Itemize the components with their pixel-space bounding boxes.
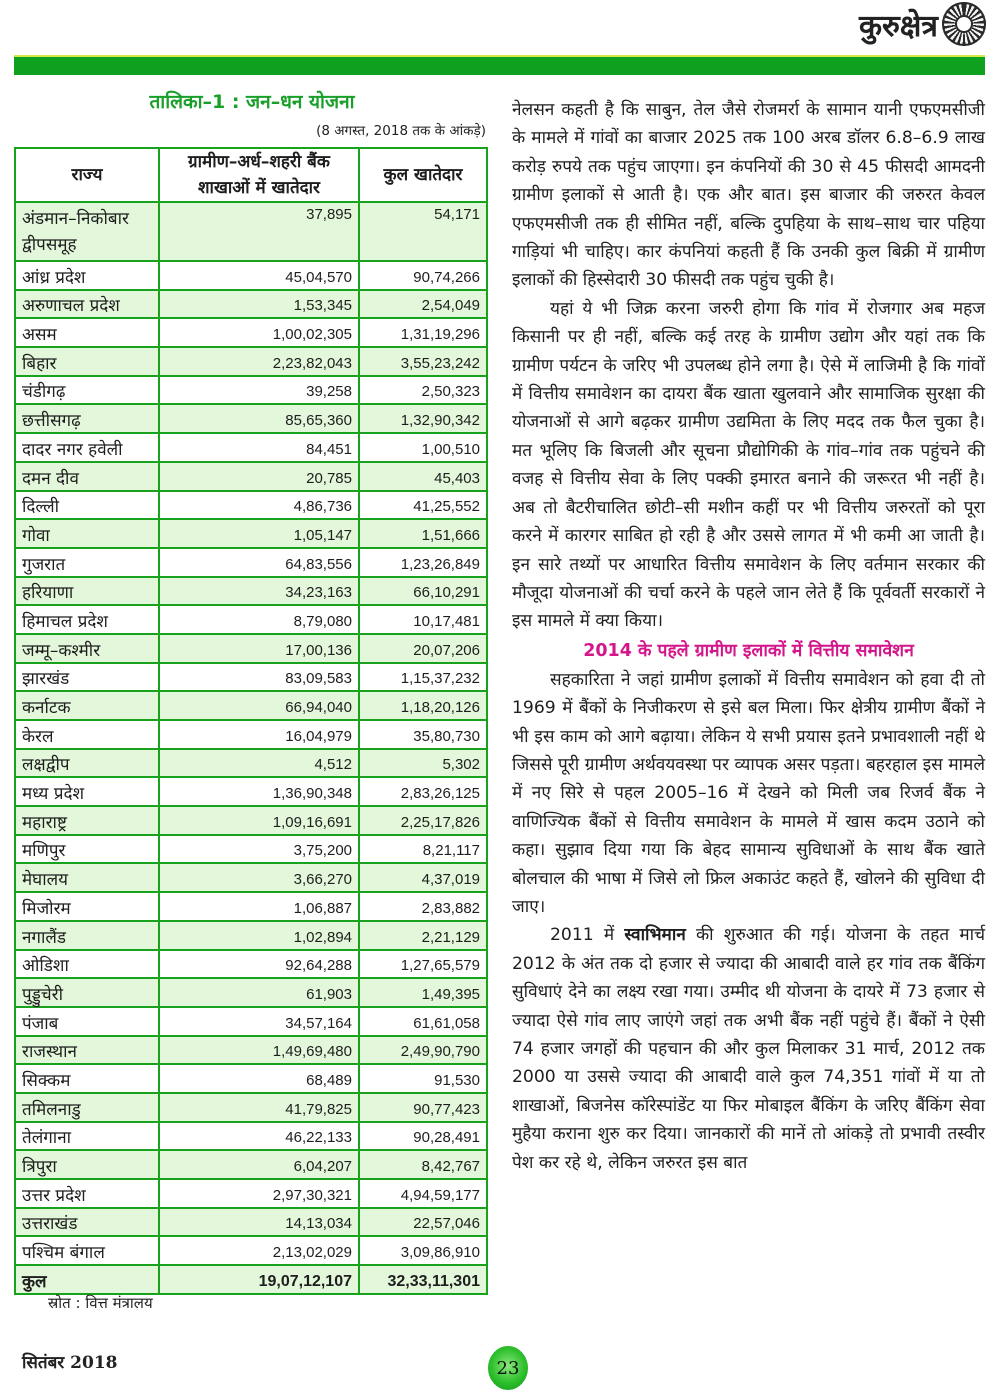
state-cell: त्रिपुरा [15, 1150, 159, 1179]
rural-semiurban-cell: 2,13,02,029 [159, 1236, 359, 1265]
rural-semiurban-cell: 1,53,345 [159, 290, 359, 319]
rural-semiurban-cell: 83,09,583 [159, 663, 359, 692]
rural-semiurban-cell: 3,75,200 [159, 835, 359, 864]
article-paragraph: यहां ये भी जिक्र करना जरुरी होगा कि गांव में रोजगार अब महज किसानी पर ही नहीं, बल्कि कई तरह के ग्रामीण उद्योग और यहां तक कि ग्रामीण पर्यटन के जरिए भी उपलब्ध होने लगा है। ऐसे में लाजिमी है कि गांवों में वित्तीय समावेशन का दायरा बैंक खाता खुलवाने और सामाजिक सुरक्षा की योजनाओं से आगे बढ़कर ग्रामीण उद्यमिता के लिए मदद तक फैल चुका है। मत भूलिए कि बिजली और सूचना प्रौद्योगिकी के गांव–गांव तक पहुंचने की वजह से वित्तीय सेवा के लिए पक्की इमारत बनाने की जरूरत भी नहीं है। अब तो बैटरीचालित छोटी–सी मशीन कहीं पर भी वित्तीय जरुरतों को पूरा करने में कारगर साबित हो रही है और उससे लागत में भी कमी आ जाती है। इन सारे तथ्यों पर आधारित वित्तीय समावेशन के लिए वर्तमान सरकार की मौजूदा योजनाओं की चर्चा करने के पहले जान लेते हैं कि पूर्ववर्ती सरकारों ने इस मामले में क्या किया। [512, 298, 985, 632]
state-cell: दमन दीव [15, 462, 159, 491]
state-cell: दादर नगर हवेली [15, 433, 159, 462]
article-column [512, 96, 985, 1177]
jan-dhan-table [14, 147, 488, 1295]
state-cell: तमिलनाडु [15, 1093, 159, 1122]
state-cell: गोवा [15, 519, 159, 548]
table-row [15, 491, 487, 520]
article-paragraph: सहकारिता ने जहां ग्रामीण इलाकों में वित्तीय समावेशन को हवा दी तो 1969 में बैंकों के निजीकरण से इसे बल मिला। फिर क्षेत्रीय ग्रामीण बैंकों ने भी इस काम को आगे बढ़ाया। लेकिन ये सभी प्रयास इतने प्रभावशाली नहीं थे जिससे पूरी ग्रामीण अर्थवयवस्था पर व्यापक असर पड़ता। बहरहाल इस मामले में नए सिरे से पहल 2005–16 में देखने को मिली जब रिजर्व बैंक ने वाणिज्यिक बैंकों से वित्तीय समावेशन के मामले में खास कदम उठाने को कहा। सुझाव दिया गया कि बेहद सामान्य सुविधाओं के साथ बैंक खाते बोलचाल की भाषा में जिसे लो फ्रिल अकाउंट कहते हैं, खोलने की सुविधा दी जाए। [512, 669, 985, 917]
total-cell: 45,403 [359, 462, 487, 491]
state-cell: चंडीगढ़ [15, 376, 159, 405]
table-row [15, 404, 487, 433]
rural-semiurban-cell: 2,97,30,321 [159, 1179, 359, 1208]
state-cell: मिजोरम [15, 892, 159, 921]
rural-semiurban-cell: 37,895 [159, 202, 359, 261]
total-cell: 1,32,90,342 [359, 404, 487, 433]
rural-semiurban-cell: 1,49,69,480 [159, 1036, 359, 1065]
state-cell: अंडमान–निकोबार द्वीपसमूह [15, 202, 159, 261]
state-cell: हिमाचल प्रदेश [15, 605, 159, 634]
table-row [15, 1093, 487, 1122]
section-heading: 2014 के पहले ग्रामीण इलाकों में वित्तीय समावेशन [583, 640, 914, 661]
rural-semiurban-cell: 1,06,887 [159, 892, 359, 921]
table-title: तालिका–1 : जन–धन योजना [149, 91, 355, 113]
state-cell: उत्तर प्रदेश [15, 1179, 159, 1208]
table-row [15, 261, 487, 290]
table-row [15, 376, 487, 405]
table-row [15, 290, 487, 319]
table-row [15, 1150, 487, 1179]
total-cell: 2,83,882 [359, 892, 487, 921]
table-row [15, 202, 487, 261]
table-row [15, 1179, 487, 1208]
rural-semiurban-cell: 45,04,570 [159, 261, 359, 290]
rural-semiurban-cell: 20,785 [159, 462, 359, 491]
state-cell: राजस्थान [15, 1036, 159, 1065]
table-source: स्रोत : वित्त मंत्रालय [48, 1294, 153, 1312]
rural-semiurban-cell: 34,23,163 [159, 577, 359, 606]
total-cell: 90,77,423 [359, 1093, 487, 1122]
table-row [15, 462, 487, 491]
total-cell: 1,15,37,232 [359, 663, 487, 692]
rural-semiurban-cell: 64,83,556 [159, 548, 359, 577]
state-cell: पंजाब [15, 1007, 159, 1036]
state-cell: जम्मू–कश्मीर [15, 634, 159, 663]
state-cell: सिक्कम [15, 1064, 159, 1093]
total-cell: 2,25,17,826 [359, 806, 487, 835]
total-cell: 10,17,481 [359, 605, 487, 634]
total-cell: 54,171 [359, 202, 487, 261]
table-row [15, 978, 487, 1007]
rural-semiurban-cell: 34,57,164 [159, 1007, 359, 1036]
rural-semiurban-cell: 1,09,16,691 [159, 806, 359, 835]
table-row [15, 1036, 487, 1065]
rural-semiurban-cell: 92,64,288 [159, 950, 359, 979]
article-paragraph [512, 921, 985, 1177]
state-cell: मेघालय [15, 863, 159, 892]
state-cell: मध्य प्रदेश [15, 777, 159, 806]
header-green-bar [14, 55, 985, 75]
total-cell: 61,61,058 [359, 1007, 487, 1036]
state-cell: कुल [15, 1265, 159, 1294]
rural-semiurban-cell: 8,79,080 [159, 605, 359, 634]
table-row [15, 1236, 487, 1265]
rural-semiurban-cell: 84,451 [159, 433, 359, 462]
table-subtitle: (8 अगस्त, 2018 तक के आंकड़े) [316, 123, 486, 139]
state-cell: दिल्ली [15, 491, 159, 520]
total-cell: 3,09,86,910 [359, 1236, 487, 1265]
state-cell: मणिपुर [15, 835, 159, 864]
total-cell: 4,94,59,177 [359, 1179, 487, 1208]
rural-semiurban-cell: 16,04,979 [159, 720, 359, 749]
table-row [15, 720, 487, 749]
masthead-title: कुरुक्षेत्र [858, 9, 938, 44]
scheme-name-bold: स्वाभिमान [624, 925, 686, 946]
total-cell: 66,10,291 [359, 577, 487, 606]
total-cell: 8,21,117 [359, 835, 487, 864]
state-cell: झारखंड [15, 663, 159, 692]
state-cell: ओडिशा [15, 950, 159, 979]
table-row [15, 806, 487, 835]
article-paragraph: नेलसन कहती है कि साबुन, तेल जैसे रोजमर्रा के सामान यानी एफएमसीजी के मामले में गांवों का बाजार 2025 तक 100 अरब डॉलर 6.8–6.9 लाख करोड़ रुपये तक पहुंच जाएगा। इन कंपनियों की 30 से 45 फीसदी आमदनी ग्रामीण इलाकों से आती है। एक और बात। इस बाजार की जरुरत केवल एफएमसीजी तक ही सीमित नहीं, बल्कि दुपहिया के साथ–साथ चार पहिया गाड़ियां भी चाहिए। कार कंपनियां कहती हैं कि उनकी कुल बिक्री में ग्रामीण इलाकों की हिस्सेदारी 30 फीसदी तक पहुंच चुकी है। [512, 100, 985, 291]
state-cell: असम [15, 318, 159, 347]
paragraph-rest: की शुरुआत की गई। योजना के तहत मार्च 2012 के अंत तक दो हजार से ज्यादा की आबादी वाले हर गांव तक बैंकिंग सुविधाएं देने का लक्ष्य रखा गया। उम्मीद थी योजना के दायरे में 73 हजार से ज्यादा ऐसे गांव लाए जाएंगे जहां तक अभी बैंक नहीं पहुंचे हैं। बैंकों ने ऐसी 74 हजार जगहों की पहचान की और कुल मिलाकर 31 मार्च, 2012 तक 2000 या उससे ज्यादा की आबादी वाले कुल 74,351 गांवों में या तो शाखाओं, बिजनेस कॉरेस्पांडेंट या फिर मोबाइल बैंकिंग के जरिए बैंकिंग सेवा मुहैया कराना शुरु कर दिया। जानकारों की मानें तो आंकड़े तो प्रभावी तस्वीर पेश कर रहे थे, लेकिन जरुरत इस बात [512, 925, 986, 1173]
total-cell: 1,23,26,849 [359, 548, 487, 577]
total-cell: 32,33,11,301 [359, 1265, 487, 1294]
column-header-state: राज्य [15, 148, 159, 202]
total-cell: 2,54,049 [359, 290, 487, 319]
column-header-rural-semiurban: ग्रामीण–अर्ध–शहरी बैंक शाखाओं में खातेदार [159, 148, 359, 202]
table-row [15, 1208, 487, 1237]
total-cell: 1,31,19,296 [359, 318, 487, 347]
state-cell: महाराष्ट्र [15, 806, 159, 835]
rural-semiurban-cell: 4,86,736 [159, 491, 359, 520]
state-cell: पश्चिम बंगाल [15, 1236, 159, 1265]
rural-semiurban-cell: 85,65,360 [159, 404, 359, 433]
total-cell: 35,80,730 [359, 720, 487, 749]
rural-semiurban-cell: 2,23,82,043 [159, 347, 359, 376]
table-row [15, 777, 487, 806]
table-row [15, 950, 487, 979]
rural-semiurban-cell: 6,04,207 [159, 1150, 359, 1179]
table-row [15, 863, 487, 892]
table-row [15, 347, 487, 376]
table-row [15, 519, 487, 548]
state-cell: हरियाणा [15, 577, 159, 606]
table-row [15, 433, 487, 462]
table-row [15, 634, 487, 663]
rural-semiurban-cell: 1,02,894 [159, 921, 359, 950]
total-cell: 1,18,20,126 [359, 691, 487, 720]
table-row [15, 921, 487, 950]
state-cell: गुजरात [15, 548, 159, 577]
table-row [15, 835, 487, 864]
table-row [15, 318, 487, 347]
state-cell: कर्नाटक [15, 691, 159, 720]
rural-semiurban-cell: 14,13,034 [159, 1208, 359, 1237]
state-cell: पुड्डुचेरी [15, 978, 159, 1007]
paragraph-prefix: 2011 में [550, 925, 615, 946]
total-cell: 90,74,266 [359, 261, 487, 290]
total-cell: 2,49,90,790 [359, 1036, 487, 1065]
rural-semiurban-cell: 39,258 [159, 376, 359, 405]
state-cell: नगालैंड [15, 921, 159, 950]
total-cell: 8,42,767 [359, 1150, 487, 1179]
state-cell: छत्तीसगढ़ [15, 404, 159, 433]
table-row [15, 892, 487, 921]
state-cell: अरुणाचल प्रदेश [15, 290, 159, 319]
table-header-row [15, 148, 487, 202]
total-cell: 2,83,26,125 [359, 777, 487, 806]
total-cell: 4,37,019 [359, 863, 487, 892]
total-cell: 1,49,395 [359, 978, 487, 1007]
table-row [15, 663, 487, 692]
table-total-row [15, 1265, 487, 1294]
page-number-badge: 23 [488, 1346, 528, 1390]
table-row [15, 1064, 487, 1093]
rural-semiurban-cell: 41,79,825 [159, 1093, 359, 1122]
state-cell: बिहार [15, 347, 159, 376]
rural-semiurban-cell: 4,512 [159, 749, 359, 778]
state-cell: लक्षद्वीप [15, 749, 159, 778]
rural-semiurban-cell: 46,22,133 [159, 1122, 359, 1151]
table-row [15, 577, 487, 606]
total-cell: 41,25,552 [359, 491, 487, 520]
table-row [15, 749, 487, 778]
rural-semiurban-cell: 3,66,270 [159, 863, 359, 892]
rural-semiurban-cell: 17,00,136 [159, 634, 359, 663]
state-cell: आंध्र प्रदेश [15, 261, 159, 290]
column-header-total: कुल खातेदार [359, 148, 487, 202]
table-row [15, 548, 487, 577]
total-cell: 20,07,206 [359, 634, 487, 663]
rural-semiurban-cell: 61,903 [159, 978, 359, 1007]
total-cell: 91,530 [359, 1064, 487, 1093]
total-cell: 3,55,23,242 [359, 347, 487, 376]
total-cell: 1,00,510 [359, 433, 487, 462]
rural-semiurban-cell: 68,489 [159, 1064, 359, 1093]
state-cell: तेलंगाना [15, 1122, 159, 1151]
rural-semiurban-cell: 1,36,90,348 [159, 777, 359, 806]
total-cell: 90,28,491 [359, 1122, 487, 1151]
rural-semiurban-cell: 1,00,02,305 [159, 318, 359, 347]
state-cell: उत्तराखंड [15, 1208, 159, 1237]
table-row [15, 1122, 487, 1151]
rural-semiurban-cell: 19,07,12,107 [159, 1265, 359, 1294]
rural-semiurban-cell: 1,05,147 [159, 519, 359, 548]
total-cell: 1,27,65,579 [359, 950, 487, 979]
table-row [15, 691, 487, 720]
rural-semiurban-cell: 66,94,040 [159, 691, 359, 720]
issue-date: सितंबर 2018 [22, 1353, 118, 1373]
state-cell: केरल [15, 720, 159, 749]
total-cell: 2,21,129 [359, 921, 487, 950]
table-row [15, 1007, 487, 1036]
total-cell: 2,50,323 [359, 376, 487, 405]
total-cell: 22,57,046 [359, 1208, 487, 1237]
total-cell: 1,51,666 [359, 519, 487, 548]
table-row [15, 605, 487, 634]
chakra-wheel-icon [942, 2, 986, 46]
total-cell: 5,302 [359, 749, 487, 778]
